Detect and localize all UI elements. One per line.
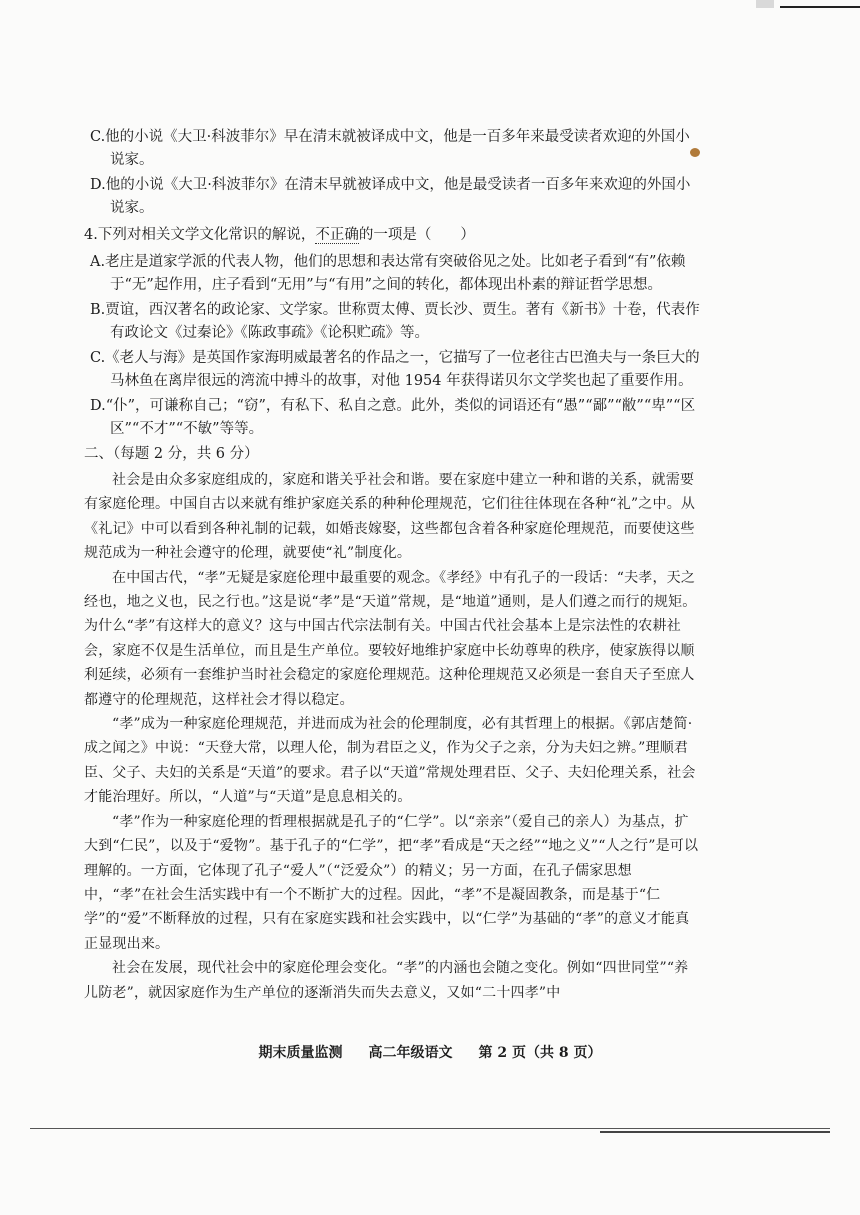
q4-stem-after: 的一项是（ ）: [358, 227, 475, 243]
scan-edge-mark: [750, 0, 860, 10]
passage-paragraph-5: 社会在发展，现代社会中的家庭伦理会变化。“孝”的内涵也会随之变化。例如“四世同堂”“养儿防老”，就因家庭作为生产单位的逐渐消失而失去意义，又如“二十四孝”中: [84, 960, 689, 1001]
q3-option-d: D.他的小说《大卫·科波菲尔》在清末早就被译成中文，他是最受读者一百多年来欢迎的外国小说家。: [90, 177, 691, 216]
q4-option-b: B.贾谊，西汉著名的政论家、文学家。世称贾太傅、贾长沙、贾生。著有《新书》十卷，代表作有政论文《过秦论》《陈政事疏》《论积贮疏》等。: [90, 302, 700, 341]
exam-page: [84, 126, 700, 1005]
footer-page: 第 2 页（共 8 页）: [478, 1045, 602, 1061]
scan-blot: [756, 0, 774, 8]
passage-paragraph-4: “孝”作为一种家庭伦理的哲理根据就是孔子的“仁学”。以“亲亲”（爱自己的亲人）为基点，扩大到“仁民”，以及于“爱物”。基于孔子的“仁学”，把“孝”看成是“天之经”“地之义”“人之行”是可以理解的。一方面，它体现了孔子“爱人”（“泛爱众”）的精义；另一方面，在孔子儒家思想中，“孝”在社会生活实践中有一个不断扩大的过程。因此，“孝”不是凝固教条，而是基于“仁学”的“爱”不断释放的过程，只有在家庭实践和社会实践中，以“仁学”为基础的“孝”的意义才能真正显现出来。: [84, 813, 699, 952]
q4-option-c: C.《老人与海》是英国作家海明威最著名的作品之一，它描写了一位老往古巴渔夫与一条巨大的马林鱼在离岸很远的湾流中搏斗的故事，对他 1954 年获得诺贝尔文学奖也起了重要作用。: [90, 350, 700, 389]
section-title: 二、（每题 2 分，共 6 分）: [84, 446, 259, 462]
q4-stem: [84, 224, 700, 247]
footer-subject: 高二年级语文: [368, 1045, 453, 1061]
scan-bar: [780, 6, 860, 8]
q4-option-d: D.“仆”，可谦称自己；“窃”，有私下、私自之意。此外，类似的词语还有“愚”“鄙”“敝”“卑”“区区”“不才”“不敏”等等。: [90, 398, 696, 437]
q4-option-a: A.老庄是道家学派的代表人物，他们的思想和表达常有突破俗见之处。比如老子看到“有”依赖于“无”起作用，庄子看到“无用”与“有用”之间的转化，都体现出朴素的辩证哲学思想。: [90, 254, 686, 293]
scan-bottom-line-thick: [600, 1131, 830, 1133]
q4-stem-emphasis: 不正确: [315, 227, 359, 243]
footer-exam: 期末质量监测: [258, 1045, 343, 1061]
page-footer: [0, 1042, 860, 1062]
passage-paragraph-1: 社会是由众多家庭组成的，家庭和谐关乎社会和谐。要在家庭中建立一种和谐的关系，就需要有家庭伦理。中国自古以来就有维护家庭关系的种种伦理规范，它们往往体现在各种“礼”之中。从《礼记》中可以看到各种礼制的记载，如婚丧嫁娶，这些都包含着各种家庭伦理规范，而要使这些规范成为一种社会遵守的伦理，就要使“礼”制度化。: [84, 472, 696, 562]
passage-paragraph-3: “孝”成为一种家庭伦理规范，并进而成为社会的伦理制度，必有其哲理上的根据。《郭店楚简·成之闻之》中说：“天登大常，以理人伦，制为君臣之义，作为父子之亲，分为夫妇之辨。”理顺君臣、父子、夫妇的关系是“天道”的要求。君子以“天道”常规处理君臣、父子、夫妇伦理关系，社会才能治理好。所以，“人道”与“天道”是息息相关的。: [84, 716, 696, 806]
scan-bottom-line: [30, 1128, 830, 1129]
passage-paragraph-2: 在中国古代，“孝”无疑是家庭伦理中最重要的观念。《孝经》中有孔子的一段话：“夫孝，天之经也，地之义也，民之行也。”这是说“孝”是“天道”常规，是“地道”通则，是人们遵之而行的规矩。为什么“孝”有这样大的意义？这与中国古代宗法制有关。中国古代社会基本上是宗法性的农耕社会，家庭不仅是生活单位，而且是生产单位。要较好地维护家庭中长幼尊卑的秩序，使家族得以顺利延续，必须有一套维护当时社会稳定的家庭伦理规范。这种伦理规范又必须是一套自天子至庶人都遵守的伦理规范，这样社会才得以稳定。: [84, 569, 697, 708]
q3-option-c: C.他的小说《大卫·科波菲尔》早在清末就被译成中文，他是一百多年来最受读者欢迎的外国小说家。: [90, 129, 690, 168]
q4-stem-before: 4.下列对相关文学文化常识的解说，: [84, 227, 316, 243]
